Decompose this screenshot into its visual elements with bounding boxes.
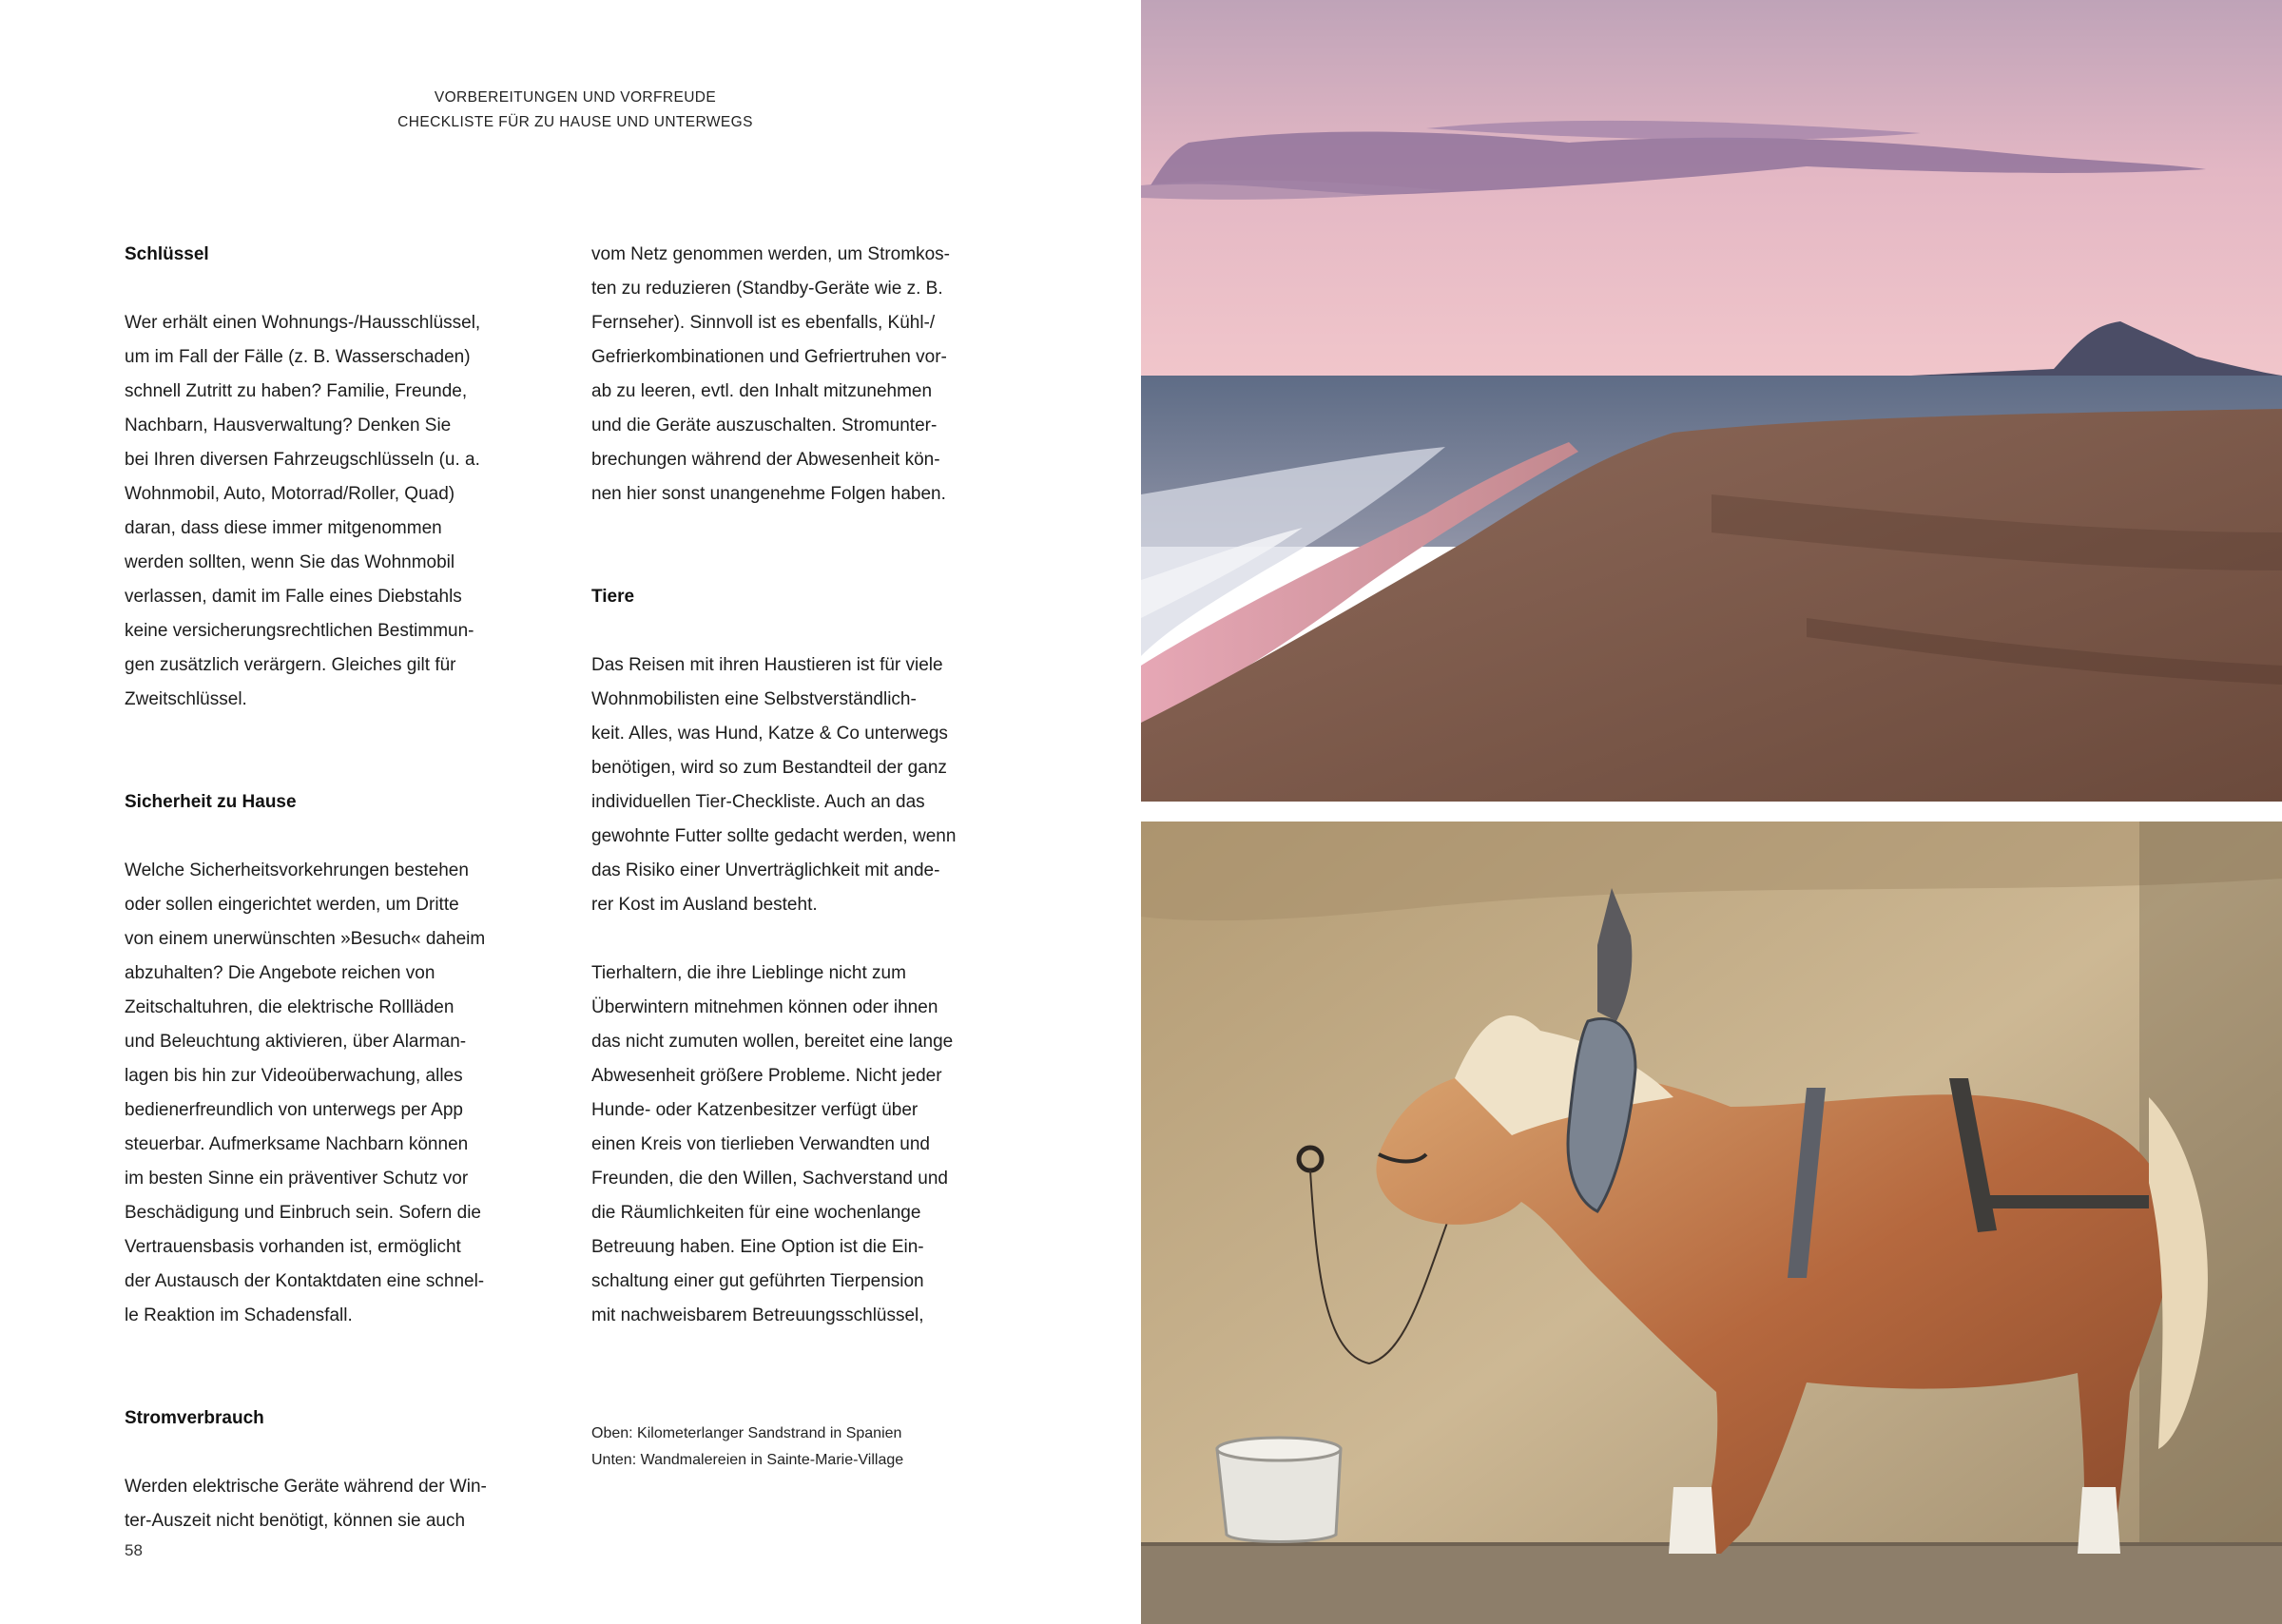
text-line: gen zusätzlich verärgern. Gleiches gilt für xyxy=(125,655,456,675)
animals-heading: Tiere xyxy=(591,587,635,607)
text-line: ten zu reduzieren (Standby-Geräte wie z. B. xyxy=(591,279,943,299)
text-line: lagen bis hin zur Videoüberwachung, alles xyxy=(125,1066,463,1086)
animals-paragraph-2 xyxy=(591,957,1038,1333)
text-line: Wer erhält einen Wohnungs-/Hausschlüssel, xyxy=(125,313,481,333)
text-line: Wohnmobilisten eine Selbstverständlich- xyxy=(591,689,917,709)
text-line: le Reaktion im Schadensfall. xyxy=(125,1305,353,1325)
horse-mural-image xyxy=(1141,822,2282,1624)
text-line: Werden elektrische Geräte während der Win- xyxy=(125,1477,487,1497)
right-text-column xyxy=(591,238,1038,1474)
text-line: Abwesenheit größere Probleme. Nicht jeder xyxy=(591,1066,942,1086)
text-line: Nachbarn, Hausverwaltung? Denken Sie xyxy=(125,416,452,435)
text-line: nen hier sonst unangenehme Folgen haben. xyxy=(591,484,946,504)
text-line: individuellen Tier-Checkliste. Auch an das xyxy=(591,792,925,812)
text-line: und die Geräte auszuschalten. Stromunter- xyxy=(591,416,938,435)
power-paragraph-continued xyxy=(591,238,1038,512)
security-paragraph xyxy=(125,854,571,1333)
power-paragraph xyxy=(125,1470,571,1538)
text-line: Gefrierkombinationen und Gefriertruhen vor- xyxy=(591,347,947,367)
text-line: Überwintern mitnehmen können oder ihnen xyxy=(591,997,938,1017)
key-heading: Schlüssel xyxy=(125,244,209,264)
text-line: abzuhalten? Die Angebote reichen von xyxy=(125,963,435,983)
text-line: steuerbar. Aufmerksame Nachbarn können xyxy=(125,1134,469,1154)
text-line: rer Kost im Ausland besteht. xyxy=(591,895,818,915)
text-line: Zweitschlüssel. xyxy=(125,689,247,709)
text-line: um im Fall der Fälle (z. B. Wasserschaden) xyxy=(125,347,471,367)
text-line: im besten Sinne ein präventiver Schutz vor xyxy=(125,1169,469,1189)
text-line: und Beleuchtung aktivieren, über Alarman- xyxy=(125,1032,467,1052)
horse-mural-photo xyxy=(1141,822,2282,1624)
text-line: benötigen, wird so zum Bestandteil der ganz xyxy=(591,758,947,778)
text-line: der Austausch der Kontaktdaten eine schnel- xyxy=(125,1271,485,1291)
text-line: werden sollten, wenn Sie das Wohnmobil xyxy=(125,552,455,572)
text-line: verlassen, damit im Falle eines Diebstahls xyxy=(125,587,462,607)
text-line: Fernseher). Sinnvoll ist es ebenfalls, Kühl-/ xyxy=(591,313,936,333)
page-number: 58 xyxy=(125,1541,143,1559)
text-line: Hunde- oder Katzenbesitzer verfügt über xyxy=(591,1100,919,1120)
left-text-column xyxy=(125,238,571,1538)
power-heading: Stromverbrauch xyxy=(125,1408,264,1428)
text-line: Vertrauensbasis vorhanden ist, ermöglicht xyxy=(125,1237,461,1257)
animals-paragraph-1 xyxy=(591,648,1038,922)
text-line: keine versicherungsrechtlichen Bestimmun- xyxy=(125,621,474,641)
text-line: schaltung einer gut geführten Tierpension xyxy=(591,1271,924,1291)
text-line: Tierhaltern, die ihre Lieblinge nicht zum xyxy=(591,963,906,983)
text-line: das Risiko einer Unverträglichkeit mit ande- xyxy=(591,860,940,880)
text-line: brechungen während der Abwesenheit kön- xyxy=(591,450,940,470)
text-line: einen Kreis von tierlieben Verwandten und xyxy=(591,1134,930,1154)
caption-bottom-photo: Unten: Wandmalereien in Sainte-Marie-Village xyxy=(591,1452,904,1468)
beach-sunset-photo xyxy=(1141,0,2282,802)
running-head-chapter: CHECKLISTE FÜR ZU HAUSE UND UNTERWEGS xyxy=(397,114,753,130)
text-line: Welche Sicherheitsvorkehrungen bestehen xyxy=(125,860,469,880)
text-line: Das Reisen mit ihren Haustieren ist für viele xyxy=(591,655,943,675)
text-line: Freunden, die den Willen, Sachverstand und xyxy=(591,1169,948,1189)
text-line: die Räumlichkeiten für eine wochenlange xyxy=(591,1203,921,1223)
security-heading: Sicherheit zu Hause xyxy=(125,792,297,812)
text-line: Zeitschaltuhren, die elektrische Rollläden xyxy=(125,997,454,1017)
text-line: daran, dass diese immer mitgenommen xyxy=(125,518,442,538)
beach-sunset-image xyxy=(1141,0,2282,802)
text-line: Betreuung haben. Eine Option ist die Ein- xyxy=(591,1237,924,1257)
text-line: ter-Auszeit nicht benötigt, können sie auch xyxy=(125,1511,466,1531)
text-line: bei Ihren diversen Fahrzeugschlüsseln (u. a. xyxy=(125,450,480,470)
text-line: bedienerfreundlich von unterwegs per App xyxy=(125,1100,463,1120)
text-line: das nicht zumuten wollen, bereitet eine lange xyxy=(591,1032,954,1052)
text-line: Beschädigung und Einbruch sein. Sofern die xyxy=(125,1203,481,1223)
text-line: schnell Zutritt zu haben? Familie, Freunde, xyxy=(125,381,468,401)
text-line: oder sollen eingerichtet werden, um Dritte xyxy=(125,895,459,915)
running-head xyxy=(285,86,865,135)
text-line: vom Netz genommen werden, um Stromkos- xyxy=(591,244,950,264)
text-line: Wohnmobil, Auto, Motorrad/Roller, Quad) xyxy=(125,484,455,504)
text-line: von einem unerwünschten »Besuch« daheim xyxy=(125,929,486,949)
key-paragraph xyxy=(125,306,571,717)
caption-top-photo: Oben: Kilometerlanger Sandstrand in Spanien xyxy=(591,1425,902,1441)
text-line: gewohnte Futter sollte gedacht werden, wenn xyxy=(591,826,957,846)
running-head-section: VORBEREITUNGEN UND VORFREUDE xyxy=(434,89,717,106)
text-line: mit nachweisbarem Betreuungsschlüssel, xyxy=(591,1305,924,1325)
text-line: keit. Alles, was Hund, Katze & Co unterwegs xyxy=(591,724,948,744)
text-line: ab zu leeren, evtl. den Inhalt mitzunehmen xyxy=(591,381,933,401)
